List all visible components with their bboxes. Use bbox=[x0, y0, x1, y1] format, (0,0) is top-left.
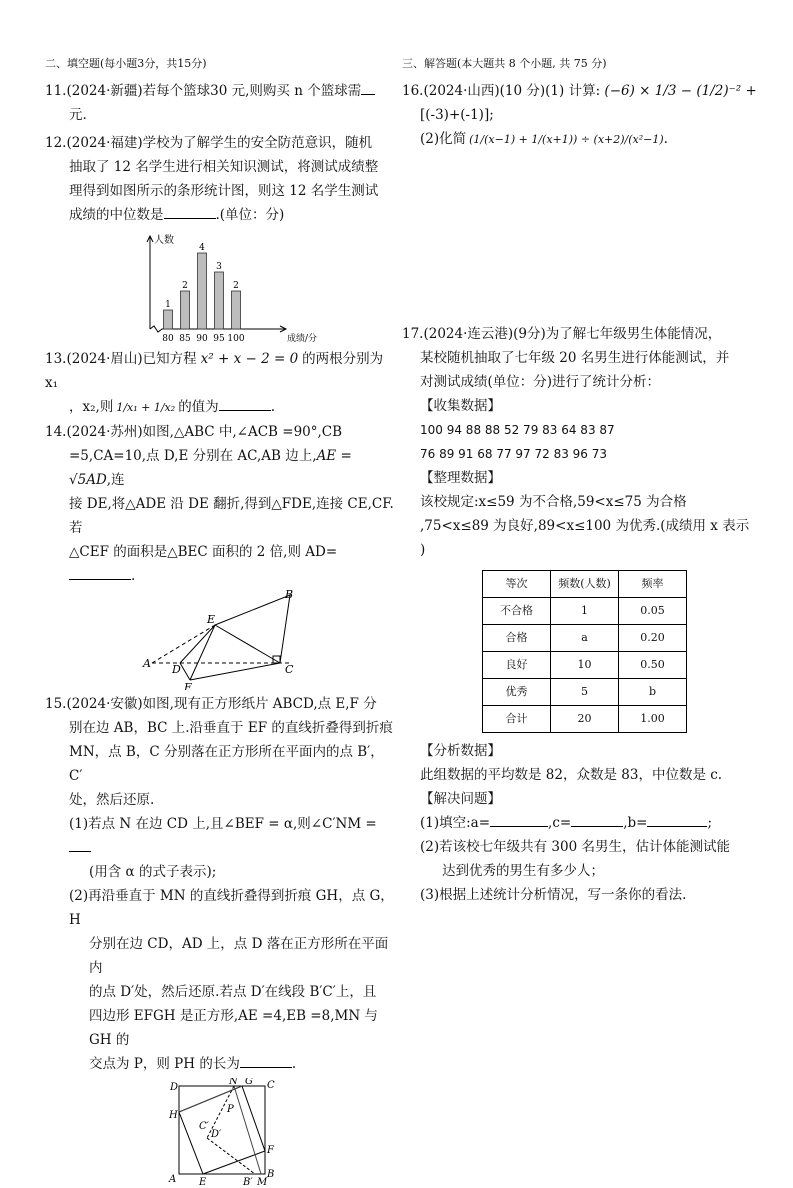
frequency-table bbox=[482, 570, 687, 733]
q13-equation: x² + x − 2 = 0 bbox=[200, 351, 299, 367]
q17-line-3: 对测试成绩(单位：分)进行了统计分析： bbox=[420, 374, 661, 390]
table-row bbox=[483, 598, 687, 625]
label-e: E bbox=[207, 613, 216, 626]
q14-line-3: 接 DE,将△ADE 沿 DE 翻折,得到△FDE,连接 CE,CF.若 bbox=[69, 496, 394, 536]
q17-blank-a[interactable] bbox=[490, 813, 548, 827]
right-column bbox=[402, 55, 757, 907]
q13-period: . bbox=[270, 399, 275, 415]
q17-rule-line-1: 该校规定:x≤59 为不合格,59<x≤75 为合格 bbox=[420, 494, 687, 510]
q15-part2-line-1: (2)再沿垂直于 MN 的直线折叠得到折痕 GH，点 G，H bbox=[69, 888, 394, 928]
bar bbox=[215, 272, 224, 329]
q13-text-1: 13.(2024·眉山)已知方程 bbox=[45, 351, 197, 367]
q15-line-1: 15.(2024·安徽)如图,现有正方形纸片 ABCD,点 E,F 分 bbox=[45, 696, 377, 712]
question-11 bbox=[45, 79, 395, 127]
q14-blank[interactable] bbox=[69, 566, 131, 580]
q17-heading-solve: 【解决问题】 bbox=[420, 791, 501, 807]
label-a: A bbox=[143, 657, 151, 670]
table-cell: 20 bbox=[551, 706, 619, 733]
q15-line-3: MN，点 B，C 分别落在正方形所在平面内的点 B′，C′ bbox=[69, 744, 384, 784]
q15-part1-blank[interactable] bbox=[69, 838, 91, 852]
label-f: F bbox=[267, 1145, 274, 1156]
bar bbox=[232, 291, 241, 329]
table-cell: 5 bbox=[551, 679, 619, 706]
table-cell: 合格 bbox=[483, 625, 551, 652]
question-12 bbox=[45, 131, 395, 347]
table-row bbox=[483, 706, 687, 733]
q16-line-2: [(-3)+(-1)]; bbox=[420, 107, 494, 123]
table-cell: 10 bbox=[551, 652, 619, 679]
q11-blank[interactable] bbox=[361, 81, 375, 95]
label-e: E bbox=[199, 1177, 207, 1188]
label-f: F bbox=[184, 681, 192, 690]
question-17 bbox=[402, 322, 757, 907]
bar-value-label: 4 bbox=[199, 243, 205, 253]
q17-rule-line-2: ,75<x≤89 为良好,89<x≤100 为优秀.(成绩用 x 表示 bbox=[420, 518, 750, 534]
q13-text-2: 的两根分别为 x₁ bbox=[45, 351, 384, 391]
table-header-row bbox=[483, 571, 687, 598]
bar-value-label: 3 bbox=[216, 262, 222, 272]
q15-line-4: 处，然后还原. bbox=[69, 792, 155, 808]
x-tick-label: 85 bbox=[179, 334, 191, 344]
q17-heading-collect: 【收集数据】 bbox=[420, 398, 501, 414]
label-d: D bbox=[172, 663, 181, 676]
table-cell: 优秀 bbox=[483, 679, 551, 706]
label-b: B bbox=[285, 590, 294, 601]
section-title-fill-blank: 二、填空题(每小题3分，共15分) bbox=[45, 57, 207, 70]
figure-15-square bbox=[167, 1078, 277, 1188]
table-row bbox=[483, 625, 687, 652]
table-cell: 1.00 bbox=[619, 706, 687, 733]
question-15 bbox=[45, 692, 395, 1188]
x-axis-label: 成绩/分 bbox=[287, 334, 318, 344]
q17-s2-line-2: 达到优秀的男生有多少人； bbox=[442, 863, 604, 879]
q15-part2-line-5: 交点为 P，则 PH 的长为 bbox=[89, 1056, 240, 1072]
q17-heading-organize: 【整理数据】 bbox=[420, 470, 501, 486]
q12-line-4: 成绩的中位数是 bbox=[69, 207, 164, 223]
q15-part1-text: (1)若点 N 在边 CD 上,且∠BEF = α,则∠C′NM = bbox=[69, 816, 377, 832]
label-g: G bbox=[245, 1078, 253, 1087]
q12-line-2: 抽取了 12 名学生进行相关知识测试，将测试成绩整 bbox=[69, 159, 379, 175]
label-p: P bbox=[227, 1104, 234, 1115]
q17-line-1: 17.(2024·连云港)(9分)为了解七年级男生体能情况， bbox=[402, 326, 722, 342]
q11-text: 11.(2024·新疆)若每个篮球30 元,则购买 n 个篮球需 bbox=[45, 83, 362, 99]
q15-line-2: 别在边 AB，BC 上.沿垂直于 EF 的直线折叠得到折痕 bbox=[69, 720, 393, 736]
q15-part2-line-4: 四边形 EFGH 是正方形,AE =4,EB =8,MN 与 GH 的 bbox=[89, 1008, 378, 1048]
q17-s1-label-a: (1)填空:a= bbox=[420, 815, 491, 831]
q14-line-4: △CEF 的面积是△BEC 面积的 2 倍,则 AD= bbox=[69, 544, 338, 560]
q16-line-1: 16.(2024·山西)(10 分)(1) 计算: bbox=[402, 83, 601, 99]
table-cell: b bbox=[619, 679, 687, 706]
q14-period: . bbox=[131, 568, 136, 584]
question-16 bbox=[402, 79, 757, 152]
q17-s3: (3)根据上述统计分析情况，写一条你的看法. bbox=[420, 887, 687, 903]
q15-period: . bbox=[291, 1056, 297, 1072]
figure-14-triangle bbox=[140, 590, 330, 690]
bar bbox=[181, 291, 190, 329]
q15-part2-blank[interactable] bbox=[240, 1054, 292, 1068]
x-tick-label: 95 bbox=[213, 334, 225, 344]
label-n: N bbox=[229, 1078, 238, 1087]
q16-period: . bbox=[663, 131, 668, 147]
table-cell: 0.05 bbox=[619, 598, 687, 625]
q17-analysis-text: 此组数据的平均数是 82，众数是 83，中位数是 c. bbox=[420, 767, 723, 783]
q14-condition: AE = √5AD bbox=[69, 448, 352, 488]
section-title-answer: 三、解答题(本大题共 8 个小题, 共 75 分) bbox=[402, 57, 607, 70]
q15-part2-line-2: 分别在边 CD，AD 上，点 D 落在正方形所在平面内 bbox=[89, 936, 389, 976]
q16-line-3: (2)化简 bbox=[420, 131, 467, 147]
q17-rule-line-3: ) bbox=[420, 542, 426, 558]
label-b-prime: B′ bbox=[243, 1177, 253, 1188]
table-row bbox=[483, 652, 687, 679]
q13-expression: 1/x₁ + 1/x₂ bbox=[116, 401, 176, 414]
label-m: M bbox=[257, 1177, 268, 1188]
table-cell: 合计 bbox=[483, 706, 551, 733]
bar bbox=[164, 310, 173, 329]
q12-line-1: 12.(2024·福建)学校为了解学生的安全防范意识，随机 bbox=[45, 135, 373, 151]
table-header: 频数(人数) bbox=[551, 571, 619, 598]
bar bbox=[198, 253, 207, 329]
bar-value-label: 2 bbox=[182, 281, 188, 291]
x-tick-label: 90 bbox=[196, 334, 208, 344]
q12-blank[interactable] bbox=[164, 205, 216, 219]
question-13 bbox=[45, 347, 395, 420]
label-d-prime: D′ bbox=[211, 1129, 222, 1140]
q14-line-1: 14.(2024·苏州)如图,△ABC 中,∠ACB =90°,CB bbox=[45, 424, 343, 440]
q15-part1-note: (用含 α 的式子表示); bbox=[89, 864, 217, 880]
table-cell: 0.20 bbox=[619, 625, 687, 652]
table-cell: 不合格 bbox=[483, 598, 551, 625]
q17-s2-line-1: (2)若该校七年级共有 300 名男生，估计体能测试能 bbox=[420, 839, 730, 855]
left-column bbox=[45, 55, 395, 1188]
y-axis-label: 人数 bbox=[154, 235, 174, 246]
label-c: C bbox=[267, 1080, 275, 1091]
label-d: D bbox=[170, 1082, 179, 1093]
q17-data-row-2: 76 89 91 68 77 97 72 83 96 73 bbox=[420, 447, 608, 461]
q17-s1-end: ; bbox=[707, 815, 713, 831]
x-tick-label: 80 bbox=[162, 334, 174, 344]
q13-blank[interactable] bbox=[219, 397, 271, 411]
q15-part2-line-3: 的点 D′处，然后还原.若点 D′在线段 B′C′上，且 bbox=[89, 984, 377, 1000]
label-b: B bbox=[267, 1169, 275, 1180]
table-header: 频率 bbox=[619, 571, 687, 598]
table-header: 等次 bbox=[483, 571, 551, 598]
question-14 bbox=[45, 420, 395, 690]
q17-heading-analyze: 【分析数据】 bbox=[420, 743, 501, 759]
q13-text-3: ，x₂,则 bbox=[69, 399, 114, 415]
q16-simplify-expression: (1/(x−1) + 1/(x+1)) ÷ (x+2)/(x²−1) bbox=[469, 133, 664, 146]
table-row bbox=[483, 679, 687, 706]
q12-unit: .(单位：分) bbox=[215, 207, 285, 223]
q14-line-2: =5,CA=10,点 D,E 分别在 AC,AB 边上, bbox=[69, 448, 317, 464]
q16-calc-expression: (−6) × 1/3 − (1/2)⁻² + bbox=[604, 83, 757, 99]
table-cell: a bbox=[551, 625, 619, 652]
label-c-prime: C′ bbox=[199, 1121, 209, 1132]
q17-blank-c[interactable] bbox=[571, 813, 623, 827]
x-tick-label: 100 bbox=[227, 334, 245, 344]
table-cell: 良好 bbox=[483, 652, 551, 679]
bar-value-label: 2 bbox=[233, 281, 239, 291]
q17-data-row-1: 100 94 88 88 52 79 83 64 83 87 bbox=[420, 423, 615, 437]
q17-line-2: 某校随机抽取了七年级 20 名男生进行体能测试，并 bbox=[420, 350, 730, 366]
table-cell: 0.50 bbox=[619, 652, 687, 679]
bar-value-label: 1 bbox=[165, 300, 171, 310]
q13-text-4: 的值为 bbox=[178, 399, 219, 415]
bar-chart bbox=[100, 229, 400, 347]
q14-line-2b: ,连 bbox=[106, 472, 125, 488]
q17-s1-label-b: ,b= bbox=[623, 815, 648, 831]
label-a: A bbox=[169, 1174, 177, 1185]
label-h: H bbox=[169, 1110, 178, 1121]
label-c: C bbox=[285, 663, 294, 676]
q17-blank-b[interactable] bbox=[647, 813, 707, 827]
q11-text-2: 元. bbox=[69, 107, 87, 123]
table-cell: 1 bbox=[551, 598, 619, 625]
q12-line-3: 理得到如图所示的条形统计图，则这 12 名学生测试 bbox=[69, 183, 379, 199]
q17-s1-label-c: ,c= bbox=[548, 815, 572, 831]
